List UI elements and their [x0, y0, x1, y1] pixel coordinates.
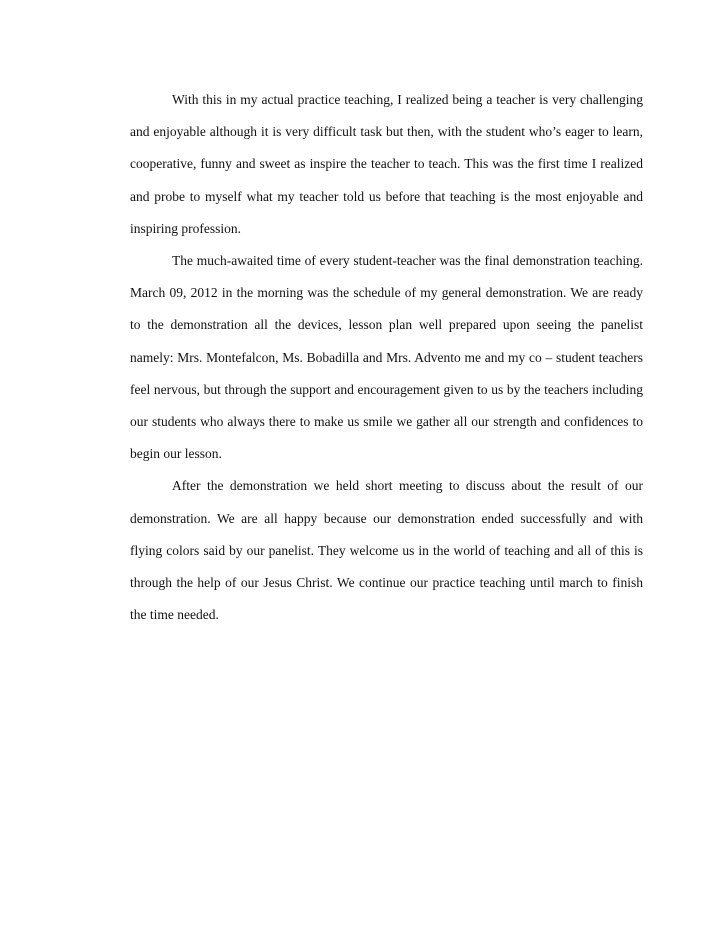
- document-body: [130, 84, 643, 631]
- paragraph-final-demonstration: The much-awaited time of every student-teacher was the final demonstration teaching. March 09, 2012 in the morning was the schedule of my general demonstration. We are ready to the demonstration all the devices, lesson plan well prepared upon seeing the panelist namely: Mrs. Montefalcon, Ms. Bobadilla and Mrs. Advento me and my co – student teachers feel nervous, but through the support and encouragement given to us by the teachers including our students who always there to make us smile we gather all our strength and confidences to begin our lesson.: [130, 253, 643, 462]
- paragraph-after-demonstration: After the demonstration we held short meeting to discuss about the result of our demonstration. We are all happy because our demonstration ended successfully and with flying colors said by our panelist. They welcome us in the world of teaching and all of this is through the help of our Jesus Christ. We continue our practice teaching until march to finish the time needed.: [130, 478, 643, 623]
- paragraph-practice-teaching-reflection: With this in my actual practice teaching, I realized being a teacher is very challenging and enjoyable although it is very difficult task but then, with the student who’s eager to learn, cooperative, funny and sweet as inspire the teacher to teach. This was the first time I realized and probe to myself what my teacher told us before that teaching is the most enjoyable and inspiring profession.: [130, 92, 643, 236]
